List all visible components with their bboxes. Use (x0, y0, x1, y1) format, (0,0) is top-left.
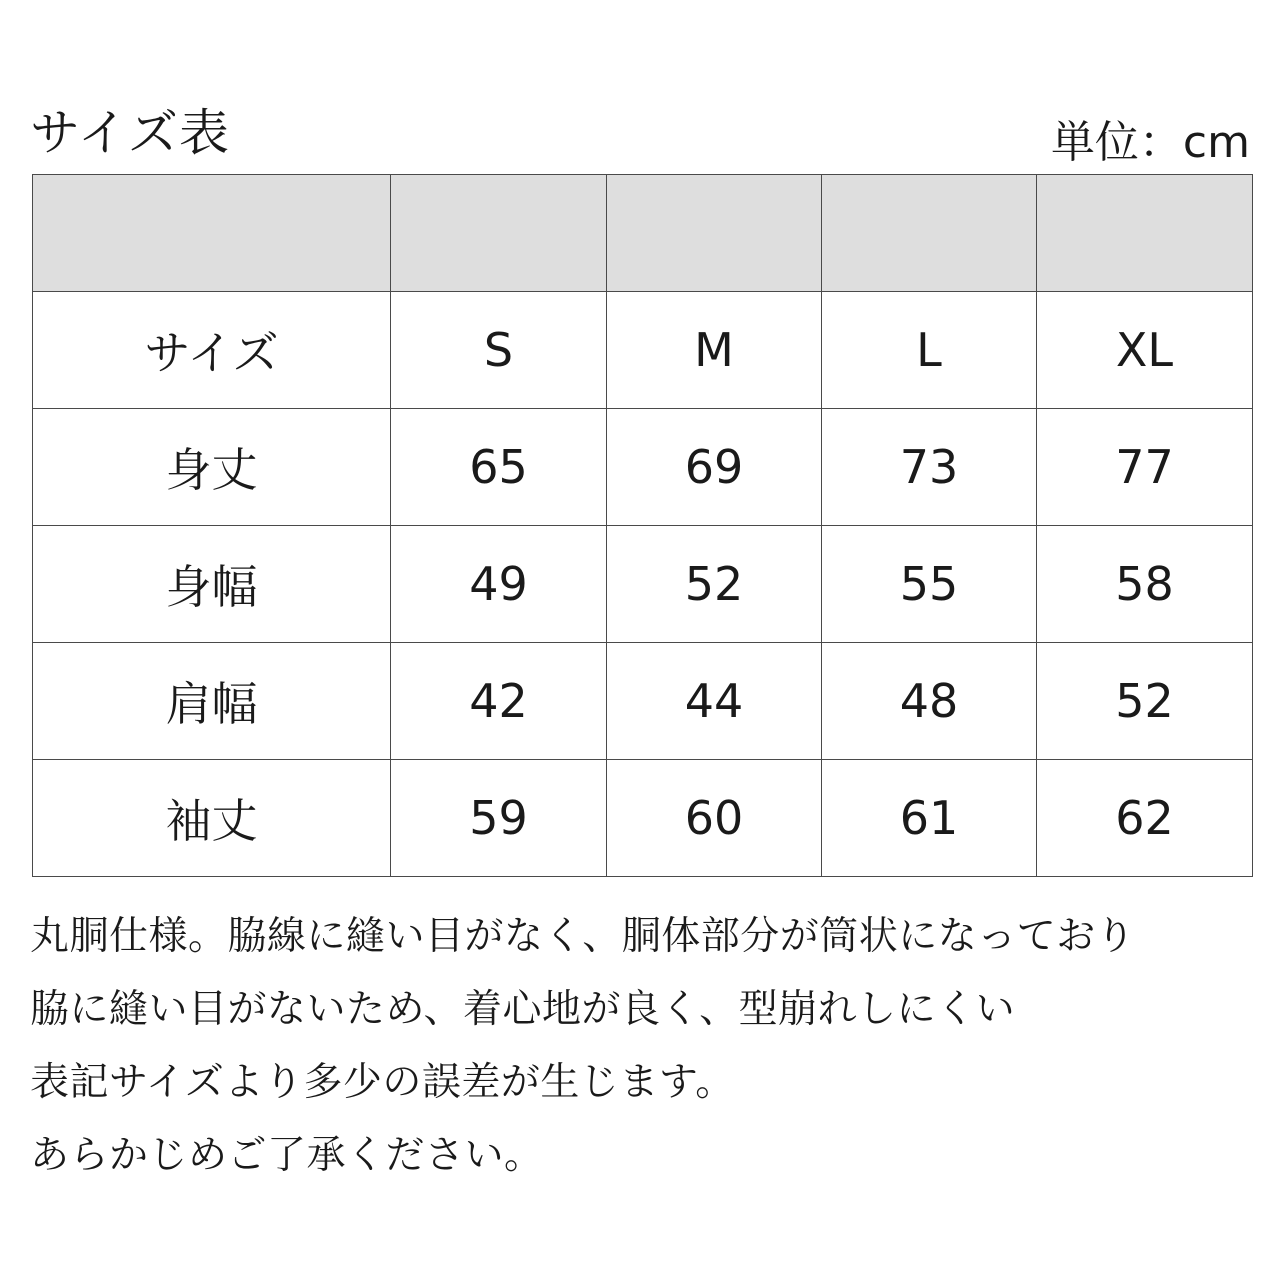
table-cell: 65 (391, 409, 607, 526)
table-header-row (33, 175, 1253, 292)
table-cell: 60 (607, 760, 822, 877)
row-label-sleeve-length: 袖丈 (33, 760, 391, 877)
size-table (32, 174, 1253, 877)
table-cell: 69 (607, 409, 822, 526)
table-cell: 59 (391, 760, 607, 877)
table-row-body-width (33, 526, 1253, 643)
table-row-shoulder-width (33, 643, 1253, 760)
table-cell: 73 (822, 409, 1037, 526)
page-title: サイズ表 (30, 104, 230, 162)
table-cell: 58 (1037, 526, 1253, 643)
row-label-length: 身丈 (33, 409, 391, 526)
table-cell: 48 (822, 643, 1037, 760)
row-label-shoulder-width: 肩幅 (33, 643, 391, 760)
size-m: M (607, 292, 822, 409)
header-cell (607, 175, 822, 292)
note-line: あらかじめご了承ください。 (30, 1133, 544, 1178)
size-l: L (822, 292, 1037, 409)
note-line: 脇に縫い目がないため、着心地が良く、型崩れしにくい (30, 987, 1016, 1032)
table-cell: 61 (822, 760, 1037, 877)
table-cell: 42 (391, 643, 607, 760)
header-cell (822, 175, 1037, 292)
header-cell (33, 175, 391, 292)
note-line: 丸胴仕様。脇線に縫い目がなく、胴体部分が筒状になっており (30, 914, 1136, 959)
header-cell (1037, 175, 1253, 292)
table-cell: 77 (1037, 409, 1253, 526)
table-cell: 55 (822, 526, 1037, 643)
unit-label: 単位：cm (1050, 117, 1250, 168)
table-cell: 52 (607, 526, 822, 643)
size-s: S (391, 292, 607, 409)
table-row-sleeve-length (33, 760, 1253, 877)
notes (30, 900, 1260, 1192)
table-cell: 62 (1037, 760, 1253, 877)
header-cell (391, 175, 607, 292)
table-cell: 49 (391, 526, 607, 643)
table-cell: 52 (1037, 643, 1253, 760)
table-row-length (33, 409, 1253, 526)
table-row-size (33, 292, 1253, 409)
row-label-body-width: 身幅 (33, 526, 391, 643)
table-cell: 44 (607, 643, 822, 760)
size-xl: XL (1037, 292, 1253, 409)
note-line: 表記サイズより多少の誤差が生じます。 (30, 1060, 735, 1105)
row-label-size: サイズ (33, 292, 391, 409)
